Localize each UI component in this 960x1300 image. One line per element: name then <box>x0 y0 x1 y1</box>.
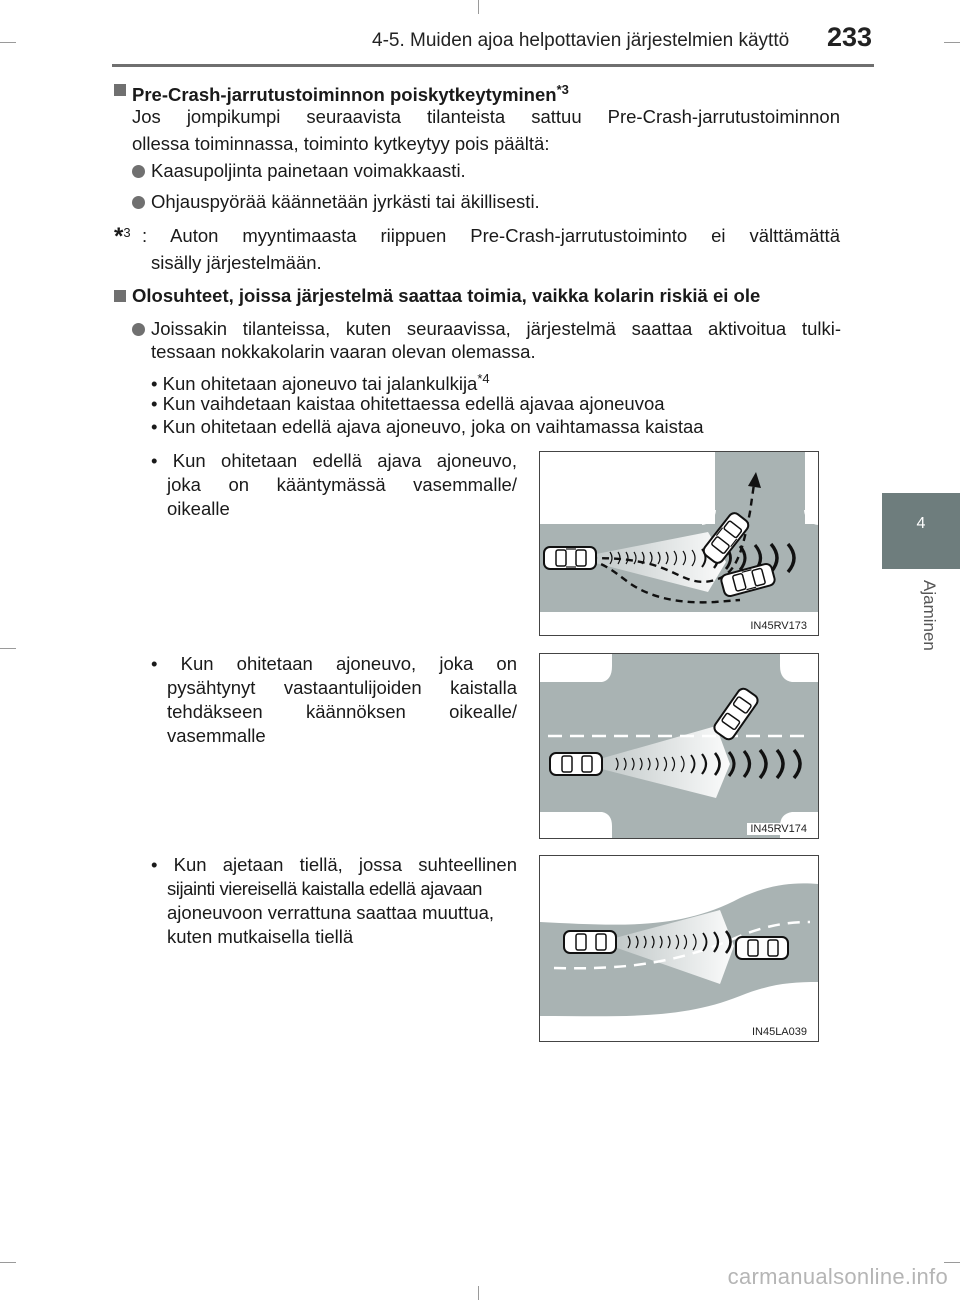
chapter-tab <box>882 493 960 569</box>
figure-curved-road <box>539 855 819 1042</box>
section2-bullet-line2: tessaan nokkakolarin vaaran olevan olemassa. <box>151 341 536 362</box>
footnote-line2: sisälly järjestelmään. <box>151 252 322 273</box>
section1-bullet: Kaasupoljinta painetaan voimakkaasti. <box>151 160 466 181</box>
crop-mark <box>944 42 960 43</box>
section1-intro-line2: ollessa toiminnassa, toiminto kytkeytyy pois päältä: <box>132 133 550 154</box>
figure-item-text-line: • Kun ajetaan tiellä, jossa suhteellinen <box>151 854 517 875</box>
section1-intro-line1: Jos jompikumpi seuraavista tilanteista sattuu Pre-Crash-jarrutustoiminnon <box>132 106 840 127</box>
crop-mark <box>0 648 16 649</box>
footnote-number: 3 <box>123 225 131 240</box>
figure-item-text-line: • Kun ohitetaan edellä ajava ajoneuvo, <box>151 450 517 471</box>
figure-item-text-line: oikealle <box>167 498 230 519</box>
footnote-3 <box>114 219 131 251</box>
header-rule <box>112 64 874 67</box>
figure-code: IN45RV174 <box>747 823 810 835</box>
figure-item-text-line: kuten mutkaisella tiellä <box>167 926 354 947</box>
footnote-marker: *4 <box>477 371 490 386</box>
figure-code: IN45RV173 <box>747 620 810 632</box>
footnote-marker: *3 <box>556 82 569 97</box>
figure-turning-vehicle <box>539 451 819 636</box>
figure-item-text-line: • Kun ohitetaan ajoneuvo, joka on <box>151 653 517 674</box>
figure-item-text-line: tehdäkseen käännöksen oikealle/ <box>167 701 517 722</box>
heading-square-icon <box>114 84 126 96</box>
section2-bullet-line1: Joissakin tilanteissa, kuten seuraavissa, järjestelmä saattaa aktivoitua tulki- <box>151 318 841 339</box>
crop-mark <box>944 1262 960 1263</box>
footnote-line1: : Auton myyntimaasta riippuen Pre-Crash-jarrutustoiminto ei välttämättä <box>142 225 840 246</box>
bullet-dot-icon <box>132 323 145 336</box>
section-title: 4-5. Muiden ajoa helpottavien järjestelmien käyttö <box>372 30 790 51</box>
crop-mark <box>478 0 479 14</box>
sub-item: • Kun ohitetaan edellä ajava ajoneuvo, joka on vaihtamassa kaistaa <box>151 416 704 437</box>
sub-item: • Kun vaihdetaan kaistaa ohitettaessa edellä ajavaa ajoneuvoa <box>151 393 665 414</box>
chapter-number: 4 <box>916 515 926 532</box>
crop-mark <box>478 1286 479 1300</box>
watermark: carmanualsonline.info <box>727 1264 948 1289</box>
figure-stopped-oncoming-vehicle <box>539 653 819 839</box>
figure-item-text-line: ajoneuvoon verrattuna saattaa muuttua, <box>167 902 495 923</box>
figure-code: IN45LA039 <box>749 1026 810 1038</box>
sub-item-text: • Kun ohitetaan ajoneuvo tai jalankulkija <box>151 373 478 395</box>
figure-item-text-line: pysähtynyt vastaantulijoiden kaistalla <box>167 677 517 698</box>
footnote-star: * <box>114 223 124 251</box>
figure-item-text-line: vasemmalle <box>167 725 266 746</box>
page-number: 233 <box>827 22 873 52</box>
chapter-name: Ajaminen <box>920 580 939 651</box>
figure-item-text-line: sijainti viereisellä kaistalla edellä ajavaan <box>167 878 482 899</box>
crop-mark <box>0 42 16 43</box>
section1-heading-text: Pre-Crash-jarrutustoiminnon poiskytkeytyminen <box>132 84 557 106</box>
bullet-dot-icon <box>132 165 145 178</box>
heading-square-icon <box>114 290 126 302</box>
figure-item-text-line: joka on kääntymässä vasemmalle/ <box>167 474 517 495</box>
crop-mark <box>0 1262 16 1263</box>
bullet-dot-icon <box>132 196 145 209</box>
section1-bullet: Ohjauspyörää käännetään jyrkästi tai äkillisesti. <box>151 191 540 212</box>
section2-heading: Olosuhteet, joissa järjestelmä saattaa toimia, vaikka kolarin riskiä ei ole <box>132 285 761 306</box>
